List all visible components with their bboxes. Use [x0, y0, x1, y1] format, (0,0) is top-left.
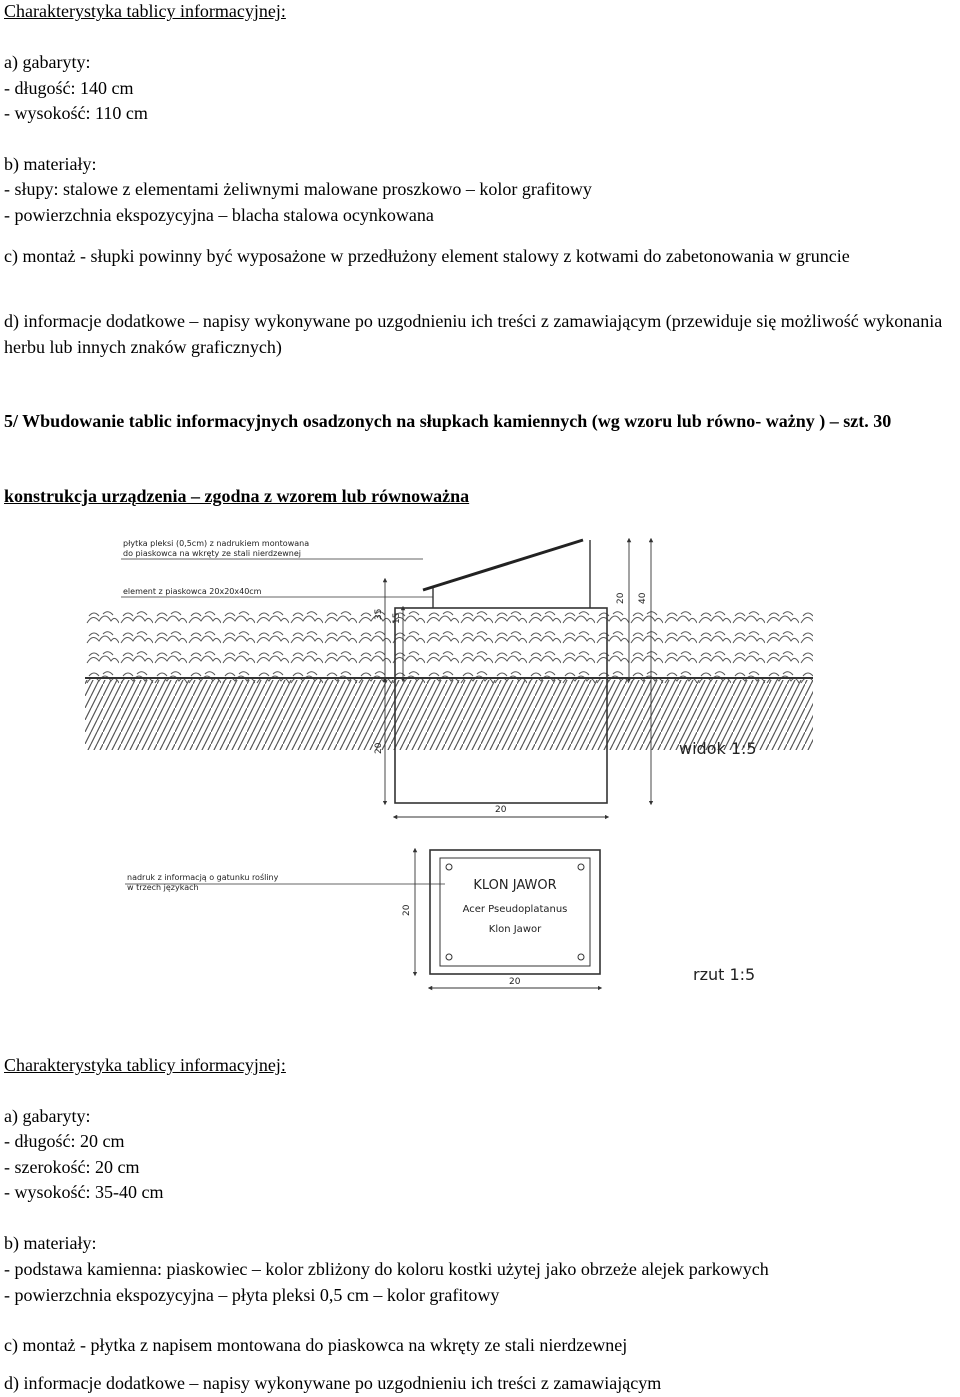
- item5-title: 5/ Wbudowanie tablic informacyjnych osadzonych na słupkach kamiennych (wg wzoru lub równo- ważny ) – szt. 30: [4, 411, 892, 431]
- plan-dim-side: 20: [402, 904, 412, 916]
- dim-20-width: 20: [495, 805, 507, 815]
- mounting-text: c) montaż - słupki powinny być wyposażone w przedłużony element stalowy z kotwami do zabetonowania w gruncie: [4, 246, 850, 266]
- height-item: - wysokość: 110 cm: [4, 103, 148, 123]
- dimensions-label: a) gabaryty:: [4, 52, 91, 72]
- plate-line-2: Acer Pseudoplatanus: [462, 904, 568, 915]
- view-label: widok 1:5: [679, 739, 757, 758]
- dim-40: 40: [638, 592, 648, 604]
- plate-note-1: płytka pleksi (0,5cm) z nadrukiem montowana: [123, 539, 310, 548]
- screw-br-icon: [578, 954, 584, 960]
- plan-dim-bottom: 20: [509, 977, 521, 987]
- section2-heading: Charakterystyka tablicy informacyjnej:: [4, 1055, 286, 1075]
- plate-line: [423, 540, 583, 590]
- plan-label: rzut 1:5: [693, 965, 756, 984]
- plate-line-3: Klon Jawor: [488, 924, 542, 935]
- dim-20-right: 20: [616, 592, 626, 604]
- materials-label-2: b) materiały:: [4, 1233, 97, 1253]
- surface-material-item-2: - powierzchnia ekspozycyjna – płyta pleksi 0,5 cm – kolor grafitowy: [4, 1285, 500, 1305]
- height-item-2: - wysokość: 35-40 cm: [4, 1182, 164, 1202]
- plate-note-2: do piaskowca na wkręty ze stali nierdzewnej: [123, 549, 302, 558]
- surface-material-item: - powierzchnia ekspozycyjna – blacha stalowa ocynkowana: [4, 205, 434, 225]
- materials-label: b) materiały:: [4, 154, 97, 174]
- dim-15: 15: [392, 612, 402, 624]
- additional-info-text: d) informacje dodatkowe – napisy wykonywane po uzgodnieniu ich treści z zamawiającym (przewiduje się możliwość wykonania herbu lub innych znaków graficznych): [4, 311, 943, 357]
- print-note-2: w trzech językach: [127, 883, 199, 892]
- additional-info-text-2: d) informacje dodatkowe – napisy wykonywane po uzgodnieniu ich treści z zamawiającym: [4, 1373, 662, 1393]
- foliage-band: [85, 606, 813, 684]
- dim-20-depth: 20: [374, 742, 384, 754]
- stone-base-item: - podstawa kamienna: piaskowiec – kolor zbliżony do koloru kostki użytej jako obrzeże alejek parkowych: [4, 1259, 769, 1279]
- technical-drawing: [85, 528, 813, 998]
- width-item-2: - szerokość: 20 cm: [4, 1157, 140, 1177]
- print-note-1: nadruk z informacją o gatunku rośliny: [127, 873, 279, 882]
- dimensions-label-2: a) gabaryty:: [4, 1106, 91, 1126]
- screw-bl-icon: [446, 954, 452, 960]
- dim-35: 35: [374, 608, 384, 620]
- mounting-text-2: c) montaż - płytka z napisem montowana do piaskowca na wkręty ze stali nierdzewnej: [4, 1335, 628, 1355]
- screw-tr-icon: [578, 864, 584, 870]
- posts-material-item: - słupy: stalowe z elementami żeliwnymi malowane proszkowo – kolor grafitowy: [4, 179, 592, 199]
- construction-heading: konstrukcja urządzenia – zgodna z wzorem lub równoważna: [4, 486, 470, 506]
- plate-line-1: KLON JAWOR: [473, 878, 557, 893]
- screw-tl-icon: [446, 864, 452, 870]
- length-item: - długość: 140 cm: [4, 78, 134, 98]
- stone-note: element z piaskowca 20x20x40cm: [123, 587, 262, 596]
- length-item-2: - długość: 20 cm: [4, 1131, 125, 1151]
- section1-heading: Charakterystyka tablicy informacyjnej:: [4, 1, 286, 21]
